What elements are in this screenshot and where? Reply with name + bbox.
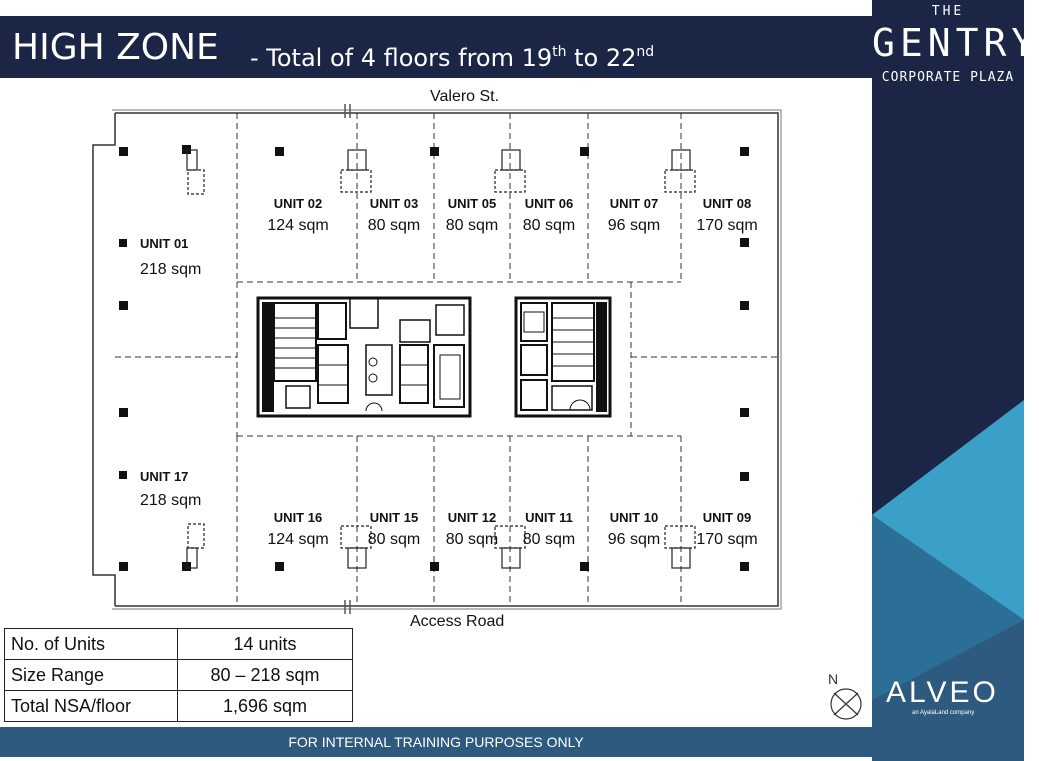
subtitle-mid: to 22 xyxy=(566,44,637,72)
unit-size-label: 80 sqm xyxy=(522,531,576,548)
unit-name-label: UNIT 03 xyxy=(369,196,419,211)
compass-label: N xyxy=(828,671,839,687)
unit-size-label: 218 sqm xyxy=(140,492,202,509)
unit-name-label: UNIT 01 xyxy=(140,236,189,251)
unit-name-label: UNIT 05 xyxy=(447,196,497,211)
unit-name-label: UNIT 11 xyxy=(525,510,573,525)
summary-value: 80 – 218 sqm xyxy=(178,660,353,691)
brand-triangles xyxy=(872,0,1039,761)
unit-size-label: 218 sqm xyxy=(140,261,202,278)
subtitle-sup-2: nd xyxy=(636,44,655,60)
summary-label: Size Range xyxy=(5,660,178,691)
street-north: Valero St. xyxy=(430,88,500,105)
unit-size-label: 80 sqm xyxy=(445,217,499,234)
unit-size-label: 96 sqm xyxy=(607,531,661,548)
unit-name-label: UNIT 06 xyxy=(524,196,574,211)
unit-labels xyxy=(119,196,758,548)
summary-table xyxy=(4,628,353,722)
unit-size-label: 80 sqm xyxy=(367,531,421,548)
service-core-right xyxy=(516,298,610,416)
unit-name-label: UNIT 16 xyxy=(273,510,323,525)
unit-name-label: UNIT 17 xyxy=(140,469,189,484)
summary-value: 14 units xyxy=(178,629,353,660)
structural-column xyxy=(119,471,127,479)
unit-size-label: 80 sqm xyxy=(445,531,499,548)
unit-size-label: 170 sqm xyxy=(696,531,758,548)
structural-column xyxy=(119,239,127,247)
unit-size-label: 80 sqm xyxy=(522,217,576,234)
unit-name-label: UNIT 09 xyxy=(702,510,752,525)
brand-the: THE xyxy=(931,4,965,19)
subtitle-prefix: - Total of 4 floors from 19 xyxy=(250,44,553,72)
unit-size-label: 124 sqm xyxy=(267,217,329,234)
subtitle-sup-1: th xyxy=(552,44,567,60)
service-core-left xyxy=(258,298,470,416)
table-row xyxy=(5,629,353,660)
brand-corporate-plaza: CORPORATE PLAZA xyxy=(881,70,1015,85)
footer-banner: FOR INTERNAL TRAINING PURPOSES ONLY xyxy=(0,727,872,757)
unit-name-label: UNIT 10 xyxy=(609,510,659,525)
alveo-logo: ALVEO xyxy=(886,676,999,709)
table-row xyxy=(5,660,353,691)
unit-name-label: UNIT 07 xyxy=(609,196,659,211)
street-south: Access Road xyxy=(410,613,505,630)
summary-value: 1,696 sqm xyxy=(178,691,353,722)
summary-label: No. of Units xyxy=(5,629,178,660)
unit-name-label: UNIT 15 xyxy=(369,510,419,525)
unit-name-label: UNIT 12 xyxy=(447,510,497,525)
building-outline xyxy=(93,104,781,614)
unit-size-label: 124 sqm xyxy=(267,531,329,548)
page-title: HIGH ZONE xyxy=(12,27,219,68)
unit-size-label: 96 sqm xyxy=(607,217,661,234)
summary-label: Total NSA/floor xyxy=(5,691,178,722)
table-row xyxy=(5,691,353,722)
brand-gentry-logo: GENTRY xyxy=(872,21,1039,65)
unit-name-label: UNIT 08 xyxy=(702,196,752,211)
compass-icon xyxy=(828,671,861,719)
unit-name-label: UNIT 02 xyxy=(273,196,323,211)
brand-panel xyxy=(872,0,1039,761)
unit-size-label: 80 sqm xyxy=(367,217,421,234)
unit-size-label: 170 sqm xyxy=(696,217,758,234)
alveo-tagline: an AyalaLand company xyxy=(912,710,975,716)
